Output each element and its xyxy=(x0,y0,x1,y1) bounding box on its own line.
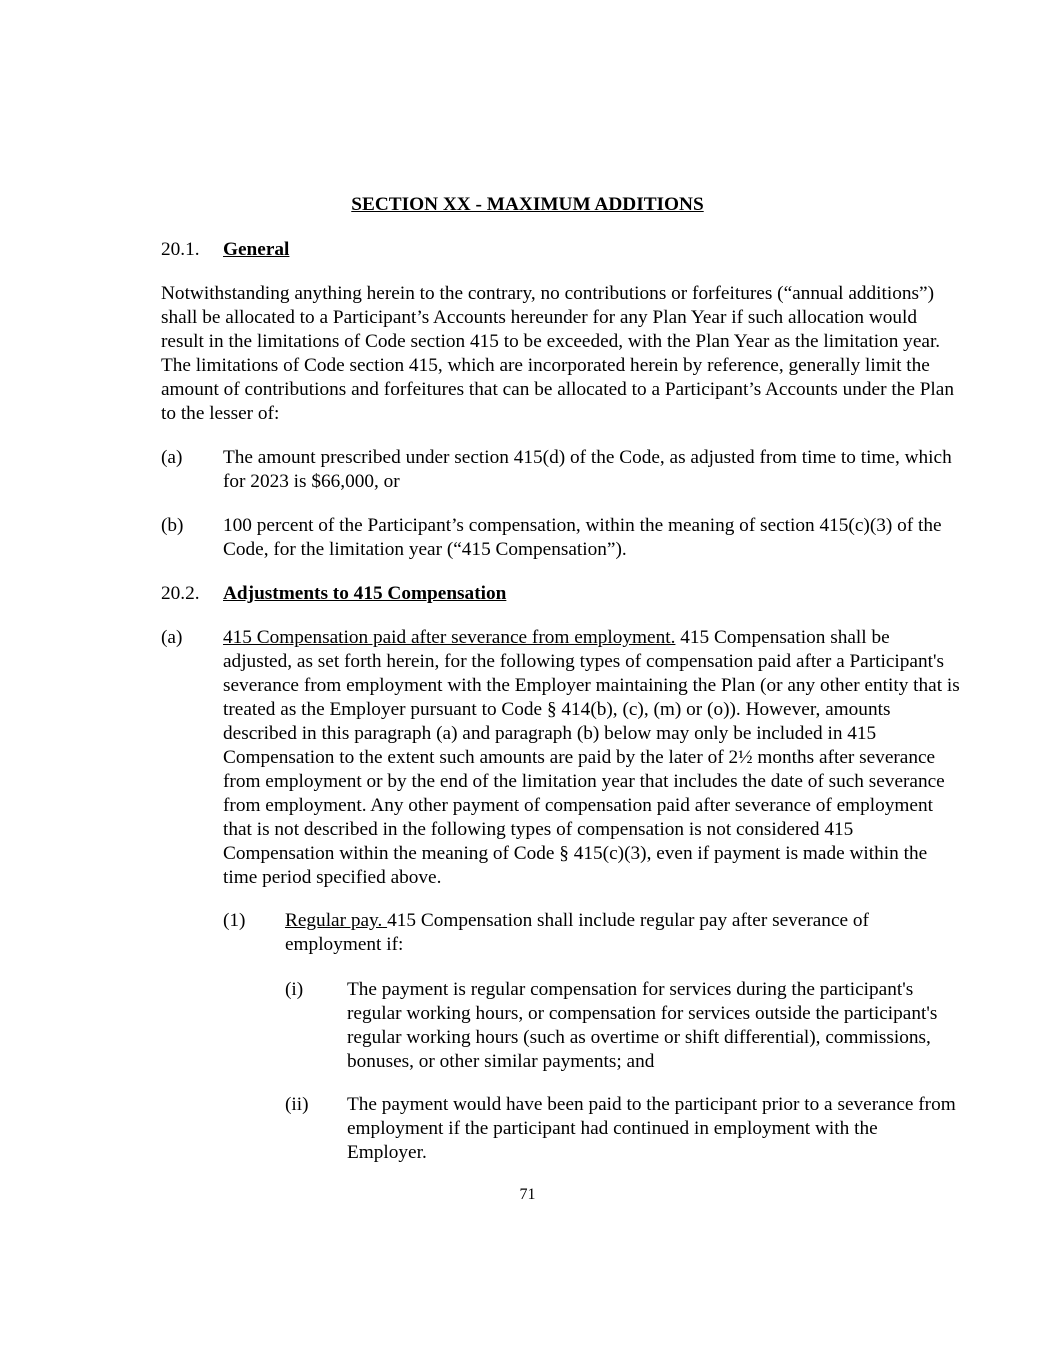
regular-pay-label: (1) xyxy=(223,910,246,931)
sub-item-ii-label: (ii) xyxy=(285,1094,309,1115)
section-title: SECTION XX - MAXIMUM ADDITIONS xyxy=(351,194,704,215)
section-20-1-heading: General xyxy=(223,239,290,260)
sub-item-ii-text: The payment would have been paid to the participant prior to a severance from employment if the participant had continued in employment with the Employer. xyxy=(347,1094,956,1163)
regular-pay-text: 415 Compensation shall include regular pay after severance of employment if: xyxy=(285,910,869,955)
section-20-2-number: 20.2. xyxy=(161,583,200,604)
item-a-text: The amount prescribed under section 415(d) of the Code, as adjusted from time to time, which for 2023 is $66,000, or xyxy=(223,447,952,492)
adjustment-a-paragraph xyxy=(223,626,963,890)
page-number: 71 xyxy=(519,1186,536,1203)
adjustment-a-text: 415 Compensation shall be adjusted, as set forth herein, for the following types of compensation paid after a Participant's severance from employment with the Employer maintaining the Plan (or any other entity that is treated as the Employer pursuant to Code § 414(b), (c), (m) or (o)). However, amounts described in this paragraph (a) and paragraph (b) below may only be included in 415 Compensation to the extent such amounts are paid by the later of 2½ months after severance from employment or by the end of the limitation year that includes the date of such severance from employment. Any other payment of compensation paid after severance of employment that is not described in the following types of compensation is not considered 415 Compensation within the meaning of Code § 415(c)(3), even if payment is made within the time period specified above. xyxy=(223,627,960,888)
section-20-1-number: 20.1. xyxy=(161,239,200,260)
regular-pay-paragraph xyxy=(285,909,945,957)
section-20-1-intro: Notwithstanding anything herein to the contrary, no contributions or forfeitures (“annual additions”) shall be allocated to a Participant’s Accounts hereunder for any Plan Year if such allocation would result in the limitations of Code section 415 to be exceeded, with the Plan Year as the limitation year. The limitations of Code section 415, which are incorporated herein by reference, generally limit the amount of contributions and forfeitures that can be allocated to a Participant’s Accounts under the Plan to the lesser of: xyxy=(161,283,954,424)
sub-item-i-label: (i) xyxy=(285,979,304,1000)
adjustment-a-label: (a) xyxy=(161,627,183,648)
regular-pay-caption: Regular pay. xyxy=(285,910,388,931)
item-b-text: 100 percent of the Participant’s compensation, within the meaning of section 415(c)(3) of the Code, for the limitation year (“415 Compensation”). xyxy=(223,515,942,560)
adjustment-a-caption: 415 Compensation paid after severance from employment. xyxy=(223,627,676,648)
item-a-label: (a) xyxy=(161,447,183,468)
sub-item-i-text: The payment is regular compensation for services during the participant's regular working hours, or compensation for services outside the participant's regular working hours (such as overtime or shift differential), commissions, bonuses, or other similar payments; and xyxy=(347,979,938,1072)
item-b-label: (b) xyxy=(161,515,184,536)
section-20-2-heading: Adjustments to 415 Compensation xyxy=(223,583,507,604)
